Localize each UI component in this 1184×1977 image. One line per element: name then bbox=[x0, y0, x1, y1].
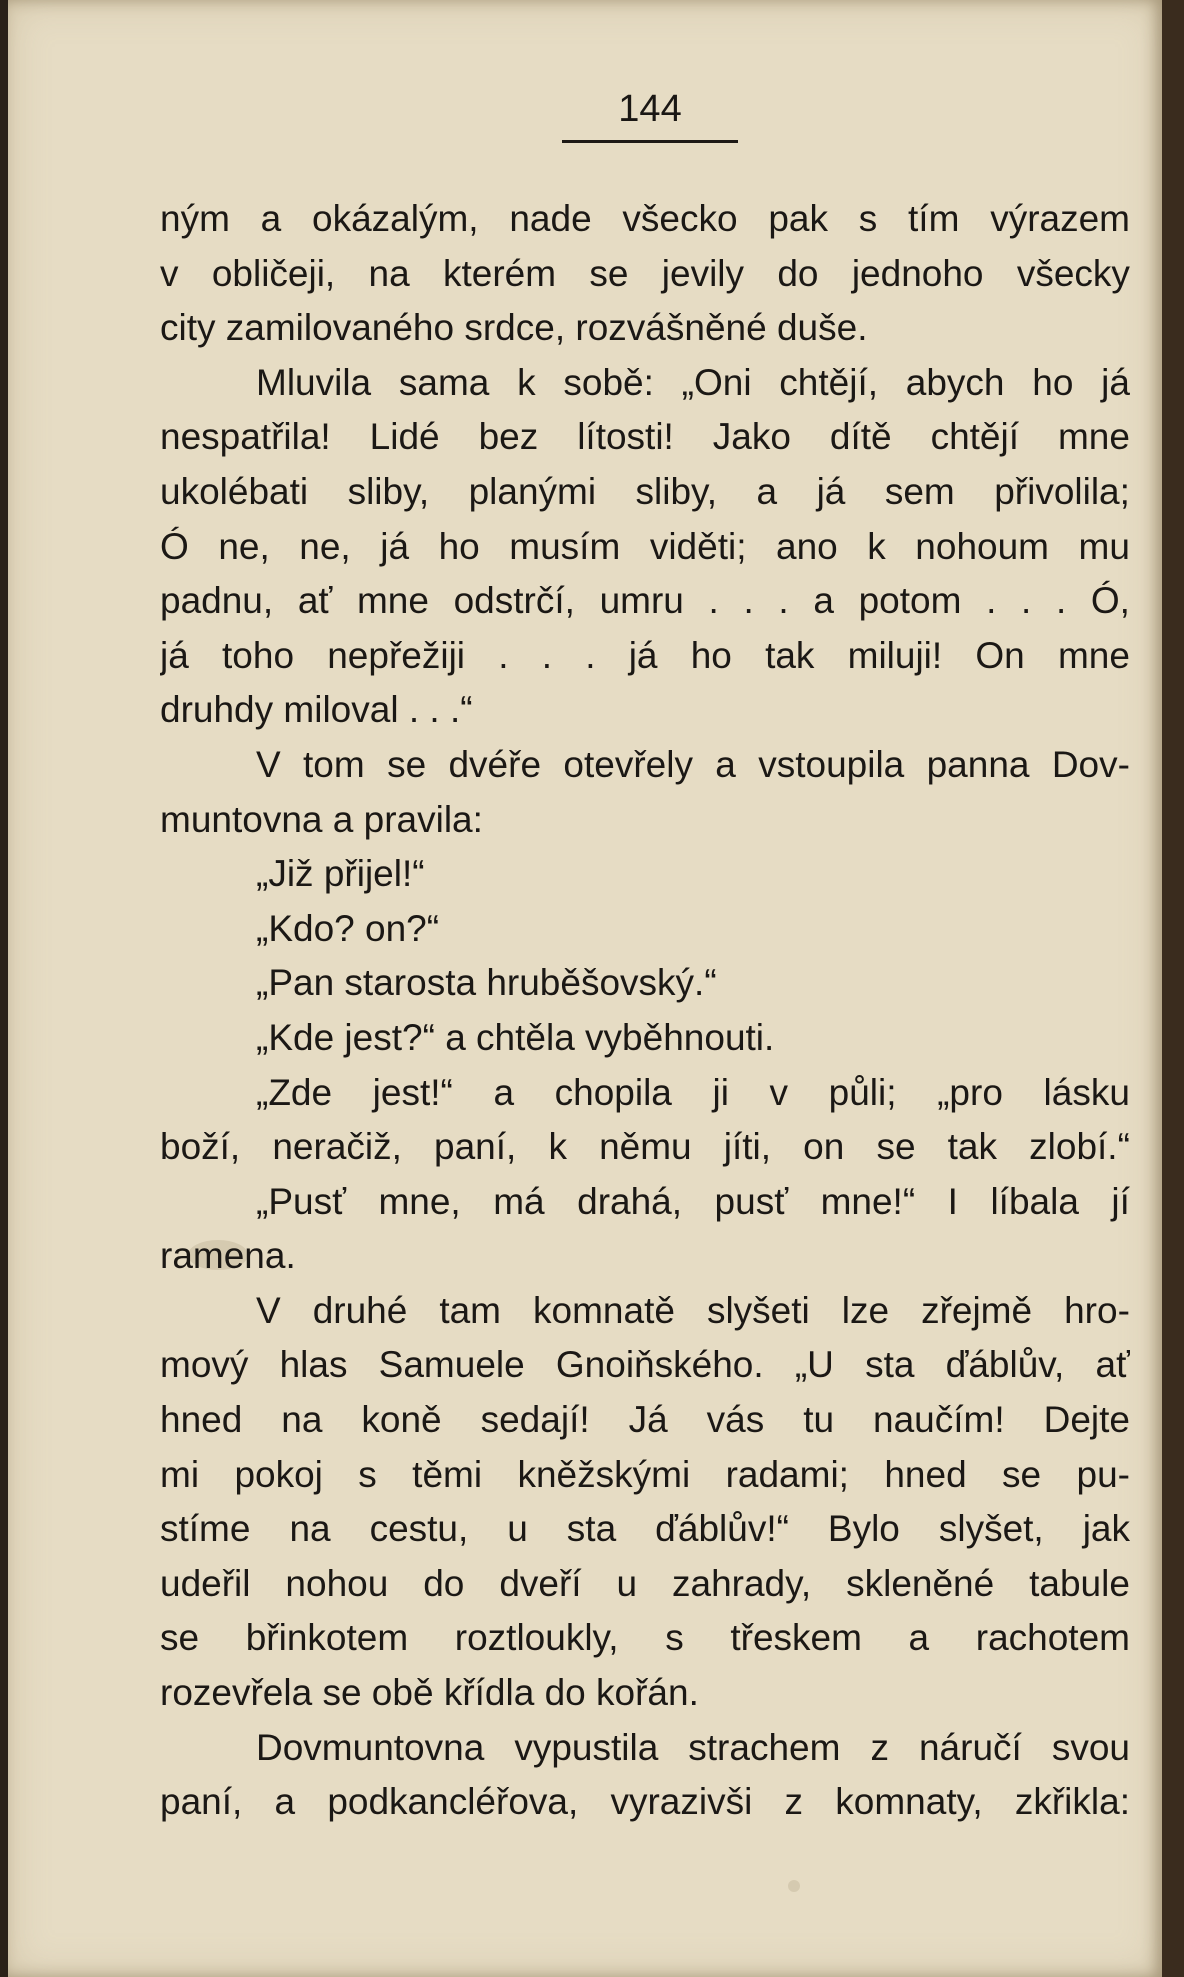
word: zlobí.“ bbox=[1029, 1126, 1130, 1168]
word: Jako bbox=[712, 416, 791, 458]
word: otevřely bbox=[563, 743, 693, 785]
word: hned bbox=[160, 1399, 243, 1441]
word: nepřežiji bbox=[327, 634, 466, 676]
word: těmi bbox=[412, 1453, 483, 1495]
word: já bbox=[1101, 361, 1130, 403]
word: vypustila bbox=[514, 1726, 659, 1768]
word: On bbox=[975, 634, 1025, 676]
word: sliby, bbox=[635, 470, 718, 512]
word: toho bbox=[222, 634, 295, 676]
word: lásku bbox=[1043, 1071, 1130, 1113]
word: padnu, bbox=[160, 580, 274, 622]
text-line bbox=[160, 247, 1130, 302]
word: s bbox=[358, 1453, 377, 1495]
word: a bbox=[274, 1781, 296, 1823]
word: „pro bbox=[937, 1071, 1003, 1113]
word: na bbox=[281, 1399, 323, 1441]
word: ho bbox=[438, 525, 480, 567]
word: sedají! bbox=[480, 1399, 590, 1441]
word: druhé bbox=[312, 1289, 408, 1331]
word: se bbox=[589, 252, 629, 294]
word: naučím! bbox=[873, 1399, 1005, 1441]
text-line bbox=[160, 1502, 1130, 1557]
word: dítě bbox=[829, 416, 892, 458]
word: sobě: bbox=[563, 361, 654, 403]
word: mový bbox=[160, 1344, 249, 1386]
word: hned bbox=[884, 1453, 967, 1495]
word: lítosti! bbox=[577, 416, 674, 458]
word: udeřil bbox=[160, 1562, 251, 1604]
word: sta bbox=[865, 1344, 915, 1386]
word: ať bbox=[1095, 1344, 1130, 1386]
word: se bbox=[876, 1126, 916, 1168]
word: miluji! bbox=[847, 634, 943, 676]
word: tak bbox=[765, 634, 815, 676]
page-edge bbox=[1162, 0, 1184, 1977]
text-line bbox=[160, 356, 1130, 411]
word: já bbox=[380, 525, 410, 567]
word: dveří bbox=[499, 1562, 582, 1604]
text-line: rozevřela se obě křídla do kořán. bbox=[160, 1672, 699, 1714]
word: vstoupila bbox=[758, 743, 905, 785]
word: planými bbox=[468, 470, 597, 512]
word: výrazem bbox=[990, 198, 1130, 239]
text-line: city zamilovaného srdce, rozvášněné duše. bbox=[160, 307, 868, 349]
word: skleněné bbox=[846, 1562, 995, 1604]
word: bez bbox=[478, 416, 539, 458]
text-line: „Pan starosta hruběšovský.“ bbox=[256, 962, 717, 1004]
word: pu- bbox=[1076, 1453, 1130, 1495]
text-line bbox=[160, 1557, 1130, 1612]
word: lze bbox=[841, 1289, 890, 1331]
text-line bbox=[160, 1393, 1130, 1448]
word: ďáblův, bbox=[945, 1344, 1065, 1386]
text-line: druhdy miloval . . .“ bbox=[160, 689, 473, 731]
word: ďáblův!“ bbox=[655, 1508, 789, 1550]
word: zahrady, bbox=[672, 1562, 812, 1604]
word: kněžskými bbox=[517, 1453, 691, 1495]
word: sliby, bbox=[347, 470, 430, 512]
word: tak bbox=[947, 1126, 998, 1168]
word: jednoho bbox=[851, 252, 984, 294]
word: s bbox=[665, 1617, 684, 1659]
text-line bbox=[160, 1611, 1130, 1666]
word: v bbox=[160, 252, 179, 294]
word: ho bbox=[690, 634, 732, 676]
word: líbala bbox=[990, 1180, 1079, 1222]
word: k bbox=[548, 1126, 567, 1168]
word: náručí bbox=[918, 1726, 1022, 1768]
word: . bbox=[778, 580, 789, 622]
word: zřejmě bbox=[921, 1289, 1033, 1331]
word: paní, bbox=[434, 1126, 517, 1168]
word: tam bbox=[439, 1289, 502, 1331]
word: komnaty, bbox=[835, 1781, 983, 1823]
word: V bbox=[256, 743, 281, 785]
word: neračiž, bbox=[272, 1126, 402, 1168]
word: na bbox=[289, 1508, 331, 1550]
word: svou bbox=[1051, 1726, 1130, 1768]
word: s bbox=[858, 198, 878, 239]
word: paní, bbox=[160, 1781, 243, 1823]
word: nespatřila! bbox=[160, 416, 331, 458]
word: drahá, bbox=[577, 1180, 683, 1222]
word: . bbox=[498, 634, 509, 676]
word: a bbox=[715, 743, 736, 785]
word: odstrčí, bbox=[453, 580, 575, 622]
word: „U bbox=[794, 1344, 834, 1386]
word: . bbox=[541, 634, 552, 676]
word: u bbox=[507, 1508, 528, 1550]
word: má bbox=[493, 1180, 545, 1222]
word: Dov- bbox=[1051, 743, 1130, 785]
word: a bbox=[813, 580, 834, 622]
text-line bbox=[160, 1775, 1130, 1830]
body-text bbox=[160, 192, 1130, 1830]
word: do bbox=[423, 1562, 465, 1604]
word: . bbox=[708, 580, 719, 622]
text-line: „Kde jest?“ a chtěla vyběhnouti. bbox=[256, 1016, 775, 1058]
word: Dovmuntovna bbox=[256, 1726, 485, 1768]
word: k bbox=[517, 361, 536, 403]
word: . bbox=[1021, 580, 1032, 622]
word: a bbox=[756, 470, 778, 512]
word: tom bbox=[303, 743, 365, 785]
word: ne, bbox=[218, 525, 270, 567]
word: pusť bbox=[714, 1180, 789, 1222]
word: „Zde bbox=[256, 1071, 333, 1113]
text-line bbox=[160, 574, 1130, 629]
word: komnatě bbox=[533, 1289, 675, 1331]
text-line bbox=[160, 465, 1130, 520]
word: . bbox=[743, 580, 754, 622]
word: Samuele bbox=[378, 1344, 525, 1386]
word: z bbox=[784, 1781, 804, 1823]
word: Dejte bbox=[1043, 1399, 1130, 1441]
word: radami; bbox=[725, 1453, 849, 1495]
word: kterém bbox=[443, 252, 557, 294]
text-line: „Kdo? on?“ bbox=[256, 907, 440, 949]
text-line bbox=[160, 738, 1130, 793]
word: sem bbox=[884, 470, 955, 512]
word: třeskem bbox=[730, 1617, 862, 1659]
word: ným bbox=[160, 198, 230, 239]
text-line bbox=[160, 1721, 1130, 1776]
word: „Pusť bbox=[256, 1180, 346, 1222]
word: Já bbox=[628, 1399, 668, 1441]
word: rachotem bbox=[975, 1617, 1130, 1659]
word: ho bbox=[1032, 361, 1074, 403]
word: se bbox=[160, 1617, 200, 1659]
word: u bbox=[616, 1562, 638, 1604]
text-line: muntovna a pravila: bbox=[160, 798, 483, 840]
word: chtějí bbox=[930, 416, 1019, 458]
text-line: „Již přijel!“ bbox=[256, 853, 425, 895]
word: stíme bbox=[160, 1508, 251, 1550]
word: cestu, bbox=[369, 1508, 469, 1550]
word: strachem bbox=[688, 1726, 841, 1768]
text-line bbox=[160, 1448, 1130, 1503]
word: mi bbox=[160, 1453, 200, 1495]
text-line bbox=[160, 1066, 1130, 1121]
word: v bbox=[769, 1071, 789, 1113]
word: všecko bbox=[622, 198, 738, 239]
word: půli; bbox=[828, 1071, 897, 1113]
word: . bbox=[986, 580, 997, 622]
word: ji bbox=[712, 1071, 729, 1113]
text-line bbox=[160, 1120, 1130, 1175]
word: sama bbox=[398, 361, 490, 403]
word: okázalým, bbox=[312, 198, 479, 239]
word: roztloukly, bbox=[454, 1617, 619, 1659]
word: on bbox=[803, 1126, 845, 1168]
word: jevily bbox=[661, 252, 745, 294]
word: břinkotem bbox=[245, 1617, 409, 1659]
word: nade bbox=[509, 198, 592, 239]
word: pak bbox=[768, 198, 828, 239]
word: mne bbox=[1057, 634, 1130, 676]
word: tabule bbox=[1029, 1562, 1130, 1604]
word: Bylo bbox=[827, 1508, 900, 1550]
word: viděti; bbox=[649, 525, 747, 567]
word: jí bbox=[1111, 1180, 1130, 1222]
word: z bbox=[870, 1726, 889, 1768]
word: jíti, bbox=[723, 1126, 772, 1168]
word: chopila bbox=[554, 1071, 672, 1113]
word: ať bbox=[297, 580, 333, 622]
paper-stain bbox=[788, 1880, 800, 1892]
text-line bbox=[160, 629, 1130, 684]
word: jest!“ bbox=[372, 1071, 453, 1113]
word: tu bbox=[803, 1399, 835, 1441]
text-line: ramena. bbox=[160, 1235, 296, 1277]
word: se bbox=[1002, 1453, 1042, 1495]
text-line bbox=[160, 410, 1130, 465]
word: ne, bbox=[299, 525, 351, 567]
word: mne bbox=[356, 580, 429, 622]
word: panna bbox=[926, 743, 1030, 785]
word: „Oni bbox=[681, 361, 752, 403]
text-line bbox=[160, 192, 1130, 247]
word: a bbox=[260, 198, 282, 239]
word: tím bbox=[908, 198, 960, 239]
word: němu bbox=[599, 1126, 692, 1168]
word: Ó, bbox=[1090, 580, 1130, 622]
word: a bbox=[908, 1617, 930, 1659]
word: potom bbox=[858, 580, 962, 622]
word: všecky bbox=[1016, 252, 1130, 294]
text-line bbox=[160, 1175, 1130, 1230]
word: ano bbox=[776, 525, 838, 567]
header-rule bbox=[562, 140, 738, 143]
word: ukolébati bbox=[160, 470, 309, 512]
word: dvéře bbox=[448, 743, 542, 785]
word: nohou bbox=[285, 1562, 389, 1604]
word: já bbox=[160, 634, 189, 676]
word: boží, bbox=[160, 1126, 241, 1168]
word: do bbox=[777, 252, 819, 294]
word: mu bbox=[1078, 525, 1130, 567]
word: chtějí, bbox=[779, 361, 879, 403]
word: mne bbox=[1057, 416, 1130, 458]
word: sta bbox=[566, 1508, 617, 1550]
word: abych bbox=[905, 361, 1005, 403]
word: I bbox=[947, 1180, 958, 1222]
word: umru bbox=[599, 580, 684, 622]
word: Gnoiňského. bbox=[555, 1344, 764, 1386]
word: mne!“ bbox=[820, 1180, 916, 1222]
word: . bbox=[585, 634, 596, 676]
page-number: 144 bbox=[618, 88, 682, 130]
word: vás bbox=[706, 1399, 765, 1441]
word: na bbox=[368, 252, 410, 294]
word: se bbox=[387, 743, 427, 785]
text-line bbox=[160, 1284, 1130, 1339]
word: pokoj bbox=[234, 1453, 323, 1495]
word: mne, bbox=[378, 1180, 461, 1222]
word: slyšet, bbox=[938, 1508, 1044, 1550]
word: já bbox=[816, 470, 846, 512]
text-line bbox=[160, 1338, 1130, 1393]
word: jak bbox=[1082, 1508, 1130, 1550]
word: zkřikla: bbox=[1014, 1781, 1130, 1823]
word: obličeji, bbox=[211, 252, 336, 294]
word: a bbox=[493, 1071, 515, 1113]
word: nohoum bbox=[915, 525, 1050, 567]
word: . bbox=[1055, 580, 1067, 622]
word: slyšeti bbox=[706, 1289, 810, 1331]
word: já bbox=[628, 634, 658, 676]
word: Lidé bbox=[369, 416, 440, 458]
word: Mluvila bbox=[256, 361, 372, 403]
word: V bbox=[256, 1289, 281, 1331]
word: vyrazivši bbox=[610, 1781, 753, 1823]
word: k bbox=[867, 525, 886, 567]
text-line bbox=[160, 520, 1130, 575]
word: musím bbox=[509, 525, 621, 567]
word: hlas bbox=[279, 1344, 348, 1386]
word: koně bbox=[361, 1399, 442, 1441]
word: hro- bbox=[1064, 1289, 1130, 1331]
word: přivolila; bbox=[994, 470, 1130, 512]
word: Ó bbox=[160, 525, 189, 567]
word: podkancléřova, bbox=[327, 1781, 579, 1823]
